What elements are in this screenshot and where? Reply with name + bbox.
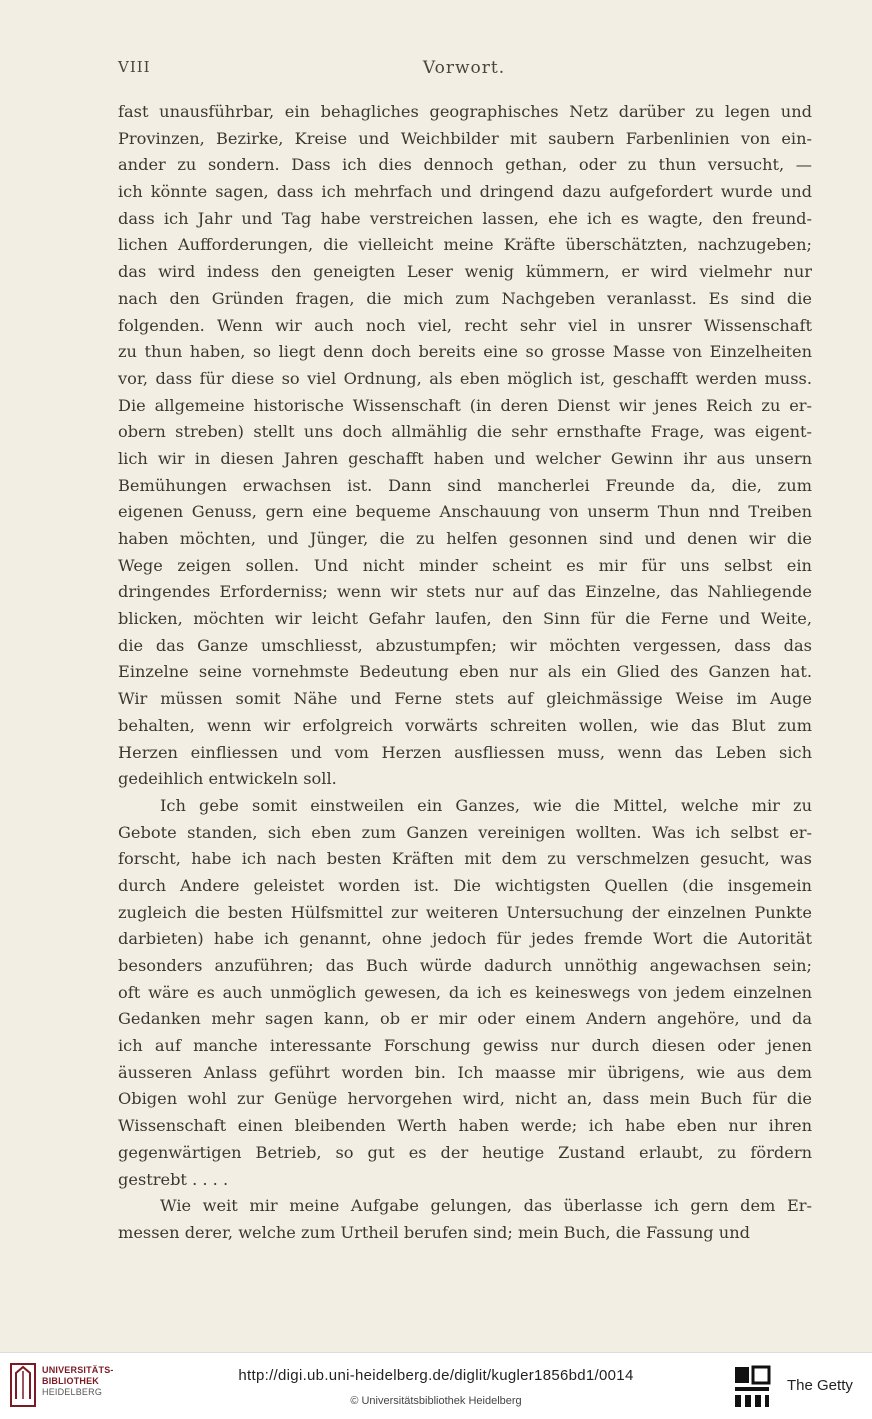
getty-logo-icon: [733, 1365, 773, 1409]
text-line: folgenden. Wenn wir auch noch viel, recht sehr viel in unsrer Wissenschaft: [118, 315, 812, 335]
text-line: gegenwärtigen Betrieb, so gut es der heutige Zustand erlaubt, zu fördern: [118, 1142, 812, 1162]
text-line: Wie weit mir meine Aufgabe gelungen, das überlasse ich gern dem Er-: [160, 1196, 812, 1216]
text-line: messen derer, welche zum Urtheil berufen sind; mein Buch, die Fassung und: [118, 1222, 751, 1242]
text-line: Gebote standen, sich eben zum Ganzen vereinigen wollten. Was ich selbst er-: [118, 822, 812, 842]
text-line: blicken, möchten wir leicht Gefahr laufen, den Sinn für die Ferne und Weite,: [118, 609, 812, 629]
footer-bar: [0, 1352, 872, 1419]
text-line: eigenen Genuss, gern eine bequeme Anschauung von unserm Thun nnd Treiben: [118, 502, 812, 522]
text-line: Die allgemeine historische Wissenschaft (in deren Dienst wir jenes Reich zu er-: [118, 395, 812, 415]
text-line: zugleich die besten Hülfsmittel zur weiteren Untersuchung der einzelnen Punkte: [118, 902, 812, 922]
sponsor-name: The Getty: [787, 1377, 853, 1394]
text-line: durch Andere geleistet worden ist. Die wichtigsten Quellen (die insgemein: [118, 875, 812, 895]
permalink-url[interactable]: http://digi.ub.uni-heidelberg.de/diglit/kugler1856bd1/0014: [238, 1367, 634, 1384]
text-line: forscht, habe ich nach besten Kräften mit dem zu verschmelzen gesucht, was: [118, 849, 812, 869]
text-line: dass ich Jahr und Tag habe verstreichen lassen, ehe ich es wagte, den freund-: [118, 208, 812, 228]
text-line: fast unausführbar, ein behagliches geographisches Netz darüber zu legen und: [118, 102, 812, 121]
text-line: ich könnte sagen, dass ich mehrfach und dringend dazu aufgefordert wurde und: [118, 182, 812, 202]
text-line: Provinzen, Bezirke, Kreise und Weichbilder mit saubern Farbenlinien von ein-: [118, 128, 812, 148]
text-line: Gedanken mehr sagen kann, ob er mir oder einem Andern angehöre, und da: [118, 1009, 812, 1029]
text-line: ander zu sondern. Dass ich dies dennoch gethan, oder zu thun versucht, —: [118, 155, 812, 175]
text-line: Herzen einfliessen und vom Herzen ausfliessen muss, wenn das Leben sich: [118, 742, 812, 762]
library-name-line: HEIDELBERG: [42, 1387, 103, 1397]
library-name-line: UNIVERSITÄTS-: [42, 1365, 114, 1375]
text-line: Wissenschaft einen bleibenden Werth haben werde; ich habe eben nur ihren: [118, 1116, 812, 1136]
library-name-line: BIBLIOTHEK: [42, 1376, 99, 1386]
text-line: zu thun haben, so liegt denn doch bereits eine so grosse Masse von Einzelheiten: [118, 342, 812, 362]
page-number: VIII: [118, 58, 151, 76]
text-line: lichen Aufforderungen, die vielleicht meine Kräfte überschätzten, nachzugeben;: [118, 235, 812, 255]
text-line: nach den Gründen fragen, die mich zum Nachgeben veranlasst. Es sind die: [118, 288, 812, 308]
text-line: dringendes Erforderniss; wenn wir stets nur auf das Einzelne, das Nahliegende: [118, 582, 812, 602]
text-line: Wir müssen somit Nähe und Ferne stets auf gleichmässige Weise im Auge: [118, 689, 812, 709]
body-text: [118, 99, 812, 1247]
text-line: ich auf manche interessante Forschung gewiss nur durch diesen oder jenen: [118, 1036, 812, 1056]
text-line: besonders anzuführen; das Buch würde dadurch unnöthig angewachsen sein;: [118, 956, 812, 975]
text-line: gestrebt . . . .: [118, 1169, 229, 1189]
text-line: Obigen wohl zur Genüge hervorgehen wird, nicht an, dass mein Buch für die: [118, 1089, 812, 1109]
running-head: [118, 58, 810, 82]
text-line: darbieten) habe ich genannt, ohne jedoch für jedes fremde Wort die Autorität: [118, 929, 812, 949]
copyright-notice: © Universitätsbibliothek Heidelberg: [350, 1395, 522, 1407]
text-line: behalten, wenn wir erfolgreich vorwärts schreiten wollen, wie das Blut zum: [118, 715, 812, 735]
text-line: vor, dass für diese so viel Ordnung, als eben möglich ist, geschafft werden muss.: [118, 368, 812, 388]
text-line: Einzelne seine vornehmste Bedeutung eben nur als ein Glied des Ganzen hat.: [118, 662, 812, 682]
text-line: das wird indess den geneigten Leser wenig kümmern, er wird vielmehr nur: [118, 262, 812, 282]
text-line: Bemühungen erwachsen ist. Dann sind mancherlei Freunde da, die, zum: [118, 475, 812, 495]
text-line: obern streben) stellt uns doch allmählig die sehr ernsthafte Frage, was eigent-: [118, 422, 812, 442]
text-line: gedeihlich entwickeln soll.: [118, 769, 337, 789]
text-line: Wege zeigen sollen. Und nicht minder scheint es mir für uns selbst ein: [118, 555, 812, 575]
text-line: lich wir in diesen Jahren geschafft haben und welcher Gewinn ihr aus unsern: [118, 448, 812, 468]
text-line: haben möchten, und Jünger, die zu helfen gesonnen sind und denen wir die: [118, 529, 812, 548]
text-line: äusseren Anlass geführt worden bin. Ich maasse mir übrigens, wie aus dem: [118, 1062, 812, 1082]
page-title: Vorwort.: [422, 58, 506, 78]
text-line: oft wäre es auch unmöglich gewesen, da ich es keineswegs von jedem einzelnen: [118, 982, 812, 1002]
text-line: Ich gebe somit einstweilen ein Ganzes, wie die Mittel, welche mir zu: [160, 795, 812, 815]
text-line: die das Ganze umschliesst, abzustumpfen; wir möchten vergessen, dass das: [118, 635, 812, 655]
